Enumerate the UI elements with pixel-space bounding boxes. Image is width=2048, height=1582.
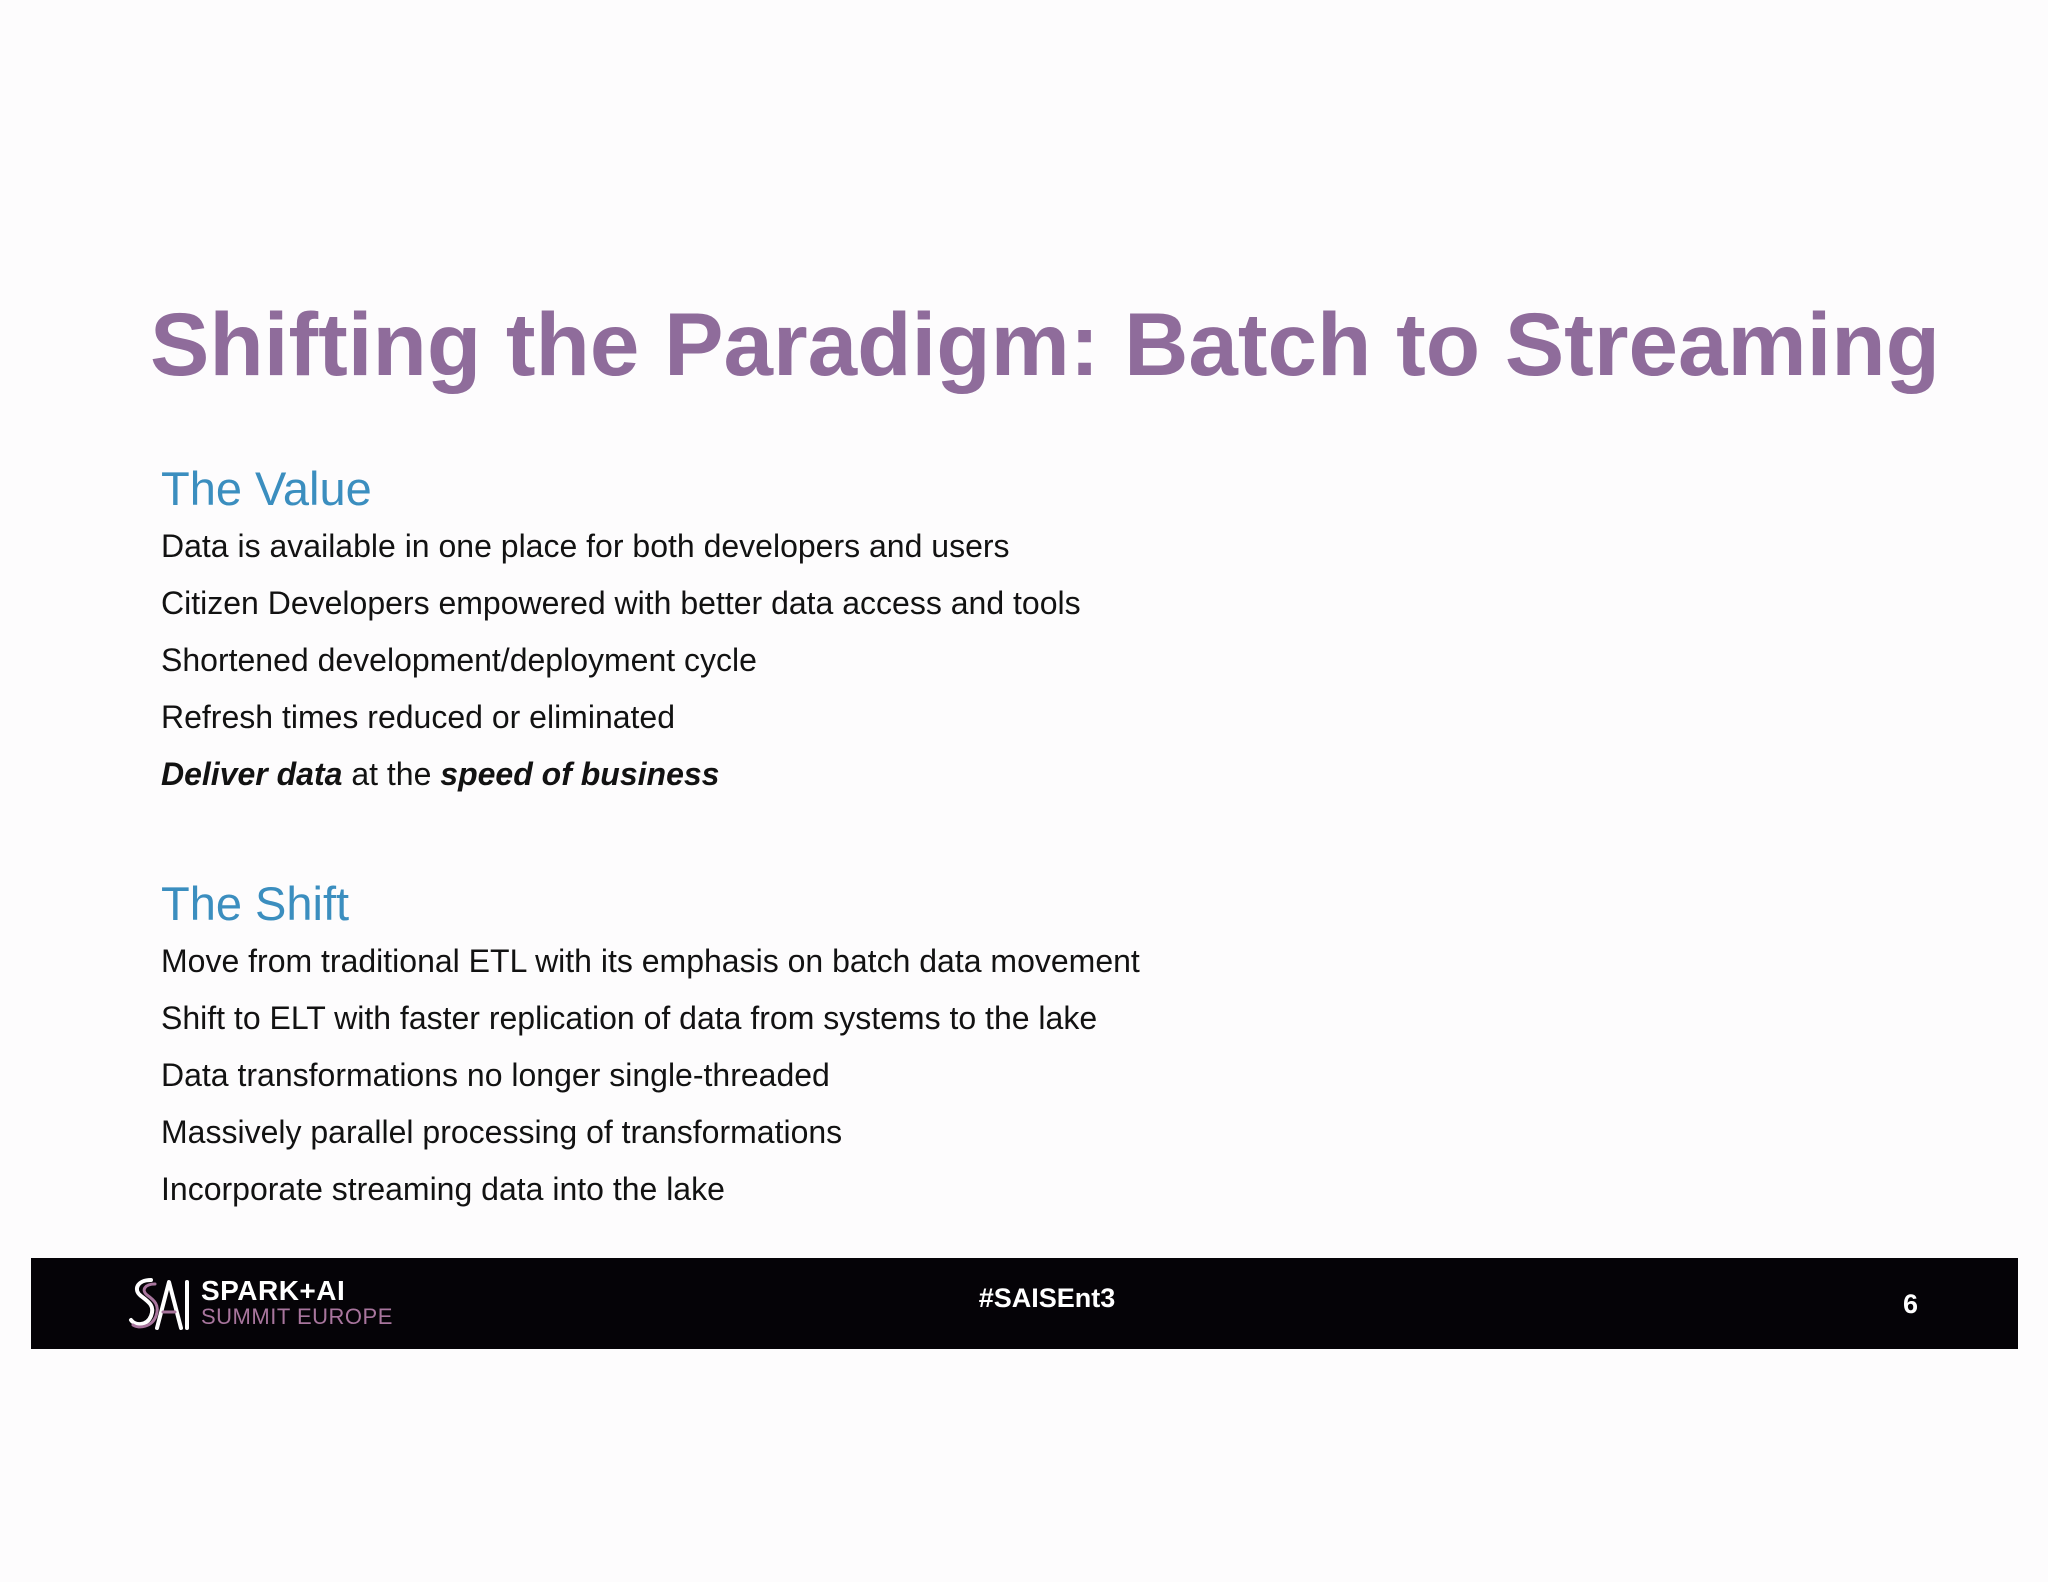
value-section <box>161 458 1081 811</box>
closing-connector: at the <box>342 756 441 792</box>
shift-section <box>161 873 1140 1226</box>
value-item: Citizen Developers empowered with better data access and tools <box>161 585 1081 621</box>
value-item: Shortened development/deployment cycle <box>161 642 757 678</box>
footer-bar <box>31 1258 2018 1349</box>
value-closing-line <box>161 754 1081 811</box>
value-item: Refresh times reduced or eliminated <box>161 699 676 735</box>
event-hashtag: #SAISEnt3 <box>978 1283 1116 1313</box>
shift-item: Data transformations no longer single-threaded <box>161 1057 830 1093</box>
speed-of-business-emphasis: speed of business <box>440 756 720 792</box>
slide-title: Shifting the Paradigm: Batch to Streaming <box>150 294 1941 394</box>
shift-item: Move from traditional ETL with its emphasis on batch data movement <box>161 943 1140 979</box>
logo-line1: SPARK+AI <box>201 1275 346 1306</box>
shift-item: Massively parallel processing of transformations <box>161 1114 843 1150</box>
logo-line2: SUMMIT EUROPE <box>201 1304 393 1329</box>
page-number: 6 <box>1902 1289 1918 1319</box>
shift-item: Incorporate streaming data into the lake <box>161 1171 725 1207</box>
value-list <box>161 526 1081 811</box>
deliver-data-emphasis: Deliver data <box>161 756 343 792</box>
value-item: Data is available in one place for both developers and users <box>161 528 1010 564</box>
value-heading: The Value <box>161 462 372 515</box>
shift-list <box>161 941 1140 1226</box>
shift-heading: The Shift <box>161 877 350 930</box>
shift-item: Shift to ELT with faster replication of data from systems to the lake <box>161 1000 1098 1036</box>
